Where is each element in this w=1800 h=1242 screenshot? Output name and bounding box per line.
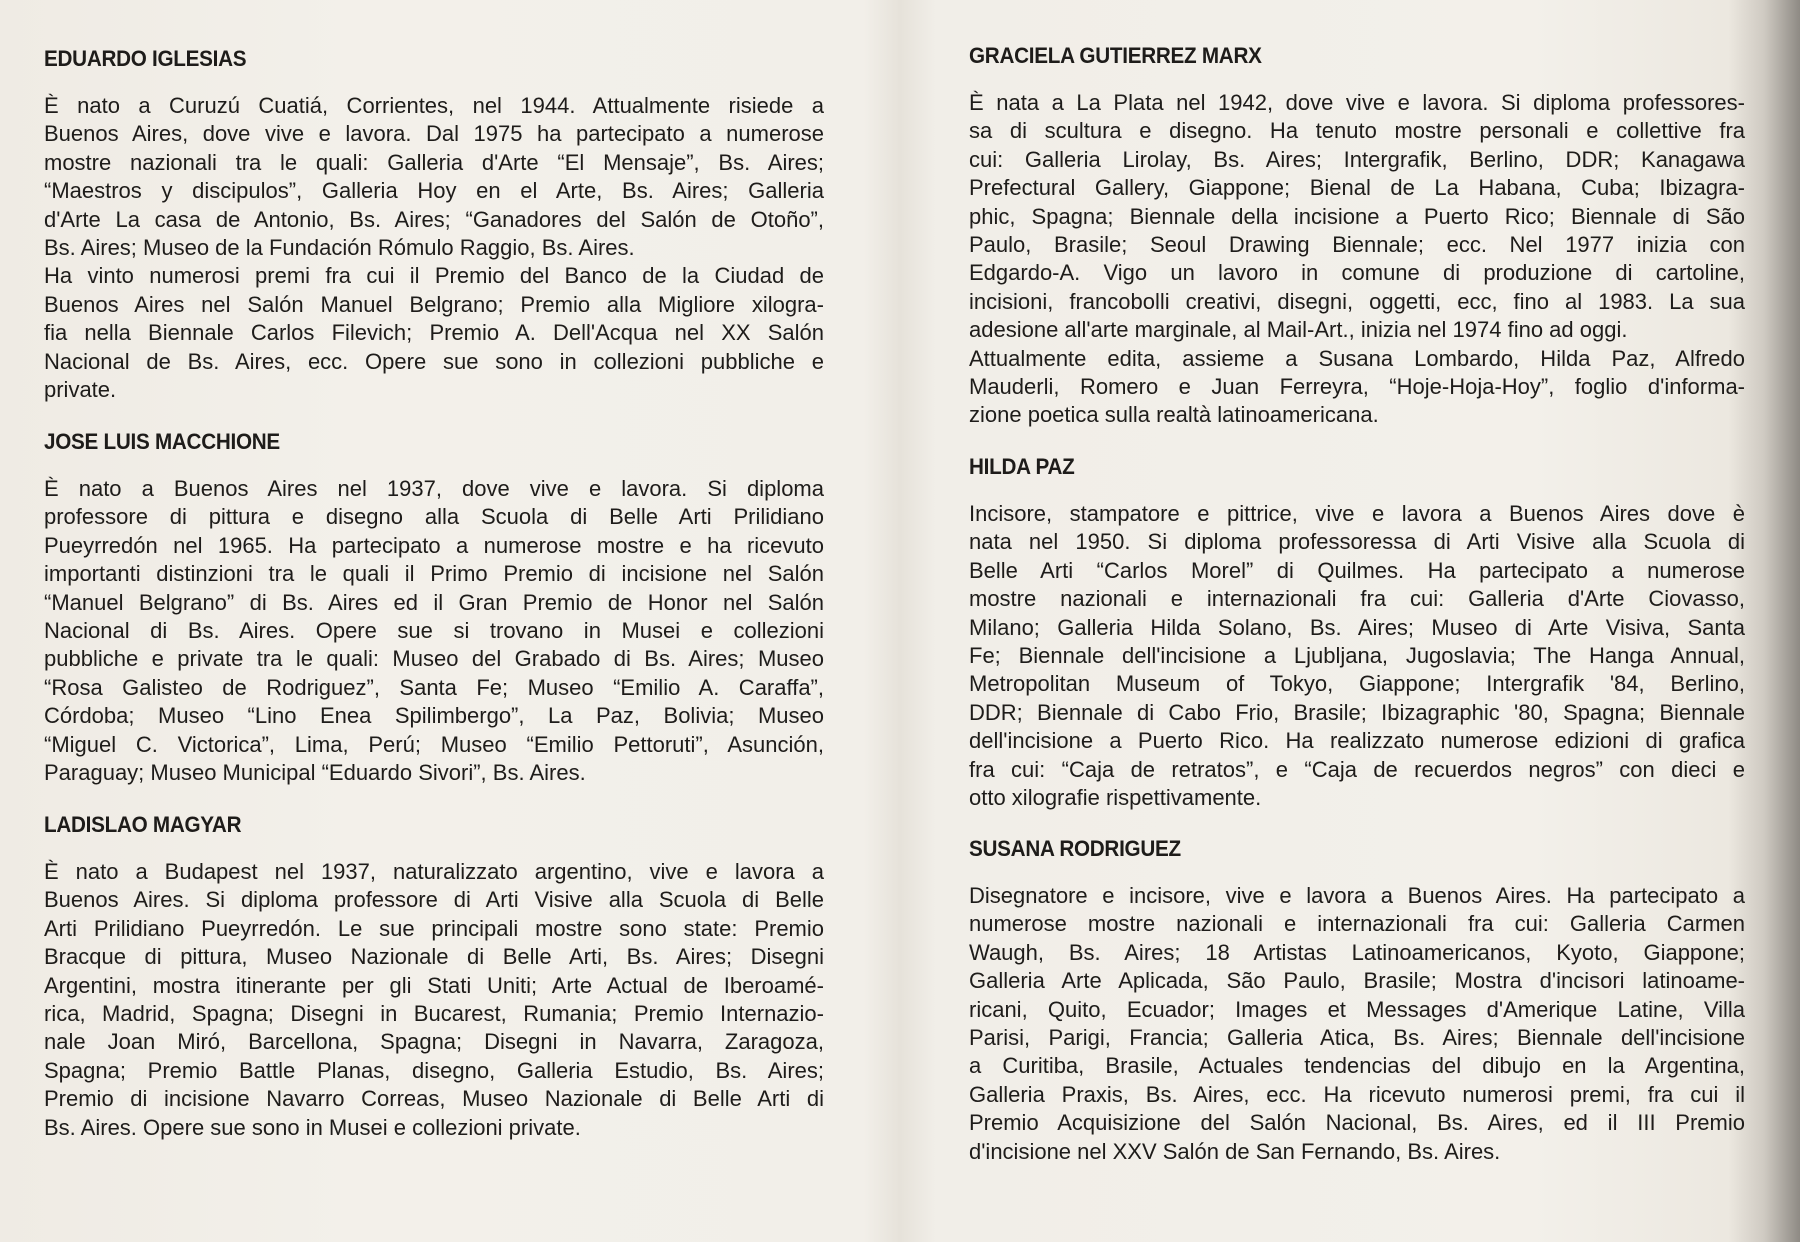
text-line: Incisore, stampatore e pittrice, vive e lavora a Buenos Aires dove è xyxy=(969,501,1745,526)
text-line: Paraguay; Museo Municipal “Eduardo Sivori”, Bs. Aires. xyxy=(44,759,586,785)
text-line: Pueyrredón nel 1965. Ha partecipato a numerose mostre e ha ricevuto xyxy=(44,532,824,558)
bio-jose-luis-macchione xyxy=(44,429,824,787)
text-line: Waugh, Bs. Aires; 18 Artistas Latinoamericanos, Kyoto, Giappone; xyxy=(969,939,1745,965)
text-line: fia nella Biennale Carlos Filevich; Premio A. Dell'Acqua nel XX Salón xyxy=(44,320,824,346)
text-line: È nato a Buenos Aires nel 1937, dove vive e lavora. Si diploma xyxy=(44,476,824,501)
bio-text xyxy=(969,500,1745,812)
text-line: È nato a Budapest nel 1937, naturalizzato argentino, vive e lavora a xyxy=(44,859,824,884)
artist-name: JOSE LUIS MACCHIONE xyxy=(44,429,280,454)
text-line: ricani, Quito, Ecuador; Images et Messages d'Amerique Latine, Villa xyxy=(969,996,1745,1022)
text-line: Buenos Aires. Si diploma professore di Arti Visive alla Scuola di Belle xyxy=(44,887,824,913)
text-line: phic, Spagna; Biennale della incisione a Puerto Rico; Biennale di São xyxy=(969,203,1745,229)
text-line: mostre nazionali tra le quali: Galleria d'Arte “El Mensaje”, Bs. Aires; xyxy=(44,149,824,175)
bio-eduardo-iglesias xyxy=(44,46,824,404)
text-line: Nacional di Bs. Aires. Opere sue si trovano in Musei e collezioni xyxy=(44,617,824,643)
text-line: Argentini, mostra itinerante per gli Stati Uniti; Arte Actual de Iberoamé- xyxy=(44,972,824,998)
bio-hilda-paz xyxy=(969,454,1745,812)
text-line: incisioni, francobolli creativi, disegni, oggetti, ecc, fino al 1983. La sua xyxy=(969,288,1745,314)
text-line: rica, Madrid, Spagna; Disegni in Bucarest, Rumania; Premio Internazio- xyxy=(44,1000,824,1026)
text-line: È nata a La Plata nel 1942, dove vive e lavora. Si diploma professores- xyxy=(969,90,1745,115)
text-line: “Rosa Galisteo de Rodriguez”, Santa Fe; Museo “Emilio A. Caraffa”, xyxy=(44,674,824,700)
text-line: d'Arte La casa de Antonio, Bs. Aires; “Ganadores del Salón de Otoño”, xyxy=(44,206,824,232)
text-line: Metropolitan Museum of Tokyo, Giappone; Intergrafik '84, Berlino, xyxy=(969,671,1745,697)
bio-ladislao-magyar xyxy=(44,812,824,1142)
text-line: Buenos Aires nel Salón Manuel Belgrano; Premio alla Migliore xilogra- xyxy=(44,291,824,317)
text-line: Milano; Galleria Hilda Solano, Bs. Aires; Museo di Arte Visiva, Santa xyxy=(969,614,1745,640)
text-line: Premio di incisione Navarro Correas, Museo Nazionale di Belle Arti di xyxy=(44,1086,824,1112)
text-line: numerose mostre nazionali e internazionali fra cui: Galleria Carmen xyxy=(969,911,1745,937)
artist-name: GRACIELA GUTIERREZ MARX xyxy=(969,43,1262,68)
text-line: “Maestros y discipulos”, Galleria Hoy en el Arte, Bs. Aires; Galleria xyxy=(44,178,824,204)
text-line: private. xyxy=(44,376,117,402)
text-line: dell'incisione a Puerto Rico. Ha realizzato numerose edizioni di grafica xyxy=(969,728,1745,754)
text-line: mostre nazionali e internazionali fra cui: Galleria d'Arte Ciovasso, xyxy=(969,586,1745,612)
text-line: nata nel 1950. Si diploma professoressa di Arti Visive alla Scuola di xyxy=(969,529,1745,555)
text-line: Mauderli, Romero e Juan Ferreyra, “Hoje-Hoja-Hoy”, foglio d'informa- xyxy=(969,373,1745,399)
text-line: DDR; Biennale di Cabo Frio, Brasile; Ibizagraphic '80, Spagna; Biennale xyxy=(969,699,1745,725)
text-line: Belle Arti “Carlos Morel” di Quilmes. Ha partecipato a numerose xyxy=(969,557,1745,583)
bio-text xyxy=(969,89,1745,430)
text-line: otto xilografie rispettivamente. xyxy=(969,784,1262,810)
text-line: Premio Acquisizione del Salón Nacional, Bs. Aires, ed il III Premio xyxy=(969,1110,1745,1136)
artist-name: HILDA PAZ xyxy=(969,454,1075,479)
bio-text xyxy=(969,882,1745,1166)
text-line: Córdoba; Museo “Lino Enea Spilimbergo”, La Paz, Bolivia; Museo xyxy=(44,703,824,729)
text-line: Arti Prilidiano Pueyrredón. Le sue principali mostre sono state: Premio xyxy=(44,915,824,941)
text-line: Paulo, Brasile; Seoul Drawing Biennale; ecc. Nel 1977 inizia con xyxy=(969,231,1745,257)
text-line: Prefectural Gallery, Giappone; Bienal de La Habana, Cuba; Ibizagra- xyxy=(969,175,1745,201)
text-line: fra cui: “Caja de retratos”, e “Caja de recuerdos negros” con dieci e xyxy=(969,756,1745,782)
text-line: a Curitiba, Brasile, Actuales tendencias del dibujo en la Argentina, xyxy=(969,1053,1745,1079)
text-line: Galleria Praxis, Bs. Aires, ecc. Ha ricevuto numerosi premi, fra cui il xyxy=(969,1081,1745,1107)
text-line: Attualmente edita, assieme a Susana Lombardo, Hilda Paz, Alfredo xyxy=(969,345,1745,371)
text-line: Nacional de Bs. Aires, ecc. Opere sue sono in collezioni pubbliche e xyxy=(44,348,824,374)
text-line: Disegnatore e incisore, vive e lavora a Buenos Aires. Ha partecipato a xyxy=(969,883,1745,908)
bio-text xyxy=(44,475,824,787)
text-line: “Miguel C. Victorica”, Lima, Perú; Museo “Emilio Pettoruti”, Asunción, xyxy=(44,731,824,757)
bio-susana-rodriguez xyxy=(969,836,1745,1166)
text-line: adesione all'arte marginale, al Mail-Art., inizia nel 1974 fino ad oggi. xyxy=(969,317,1628,343)
text-line: Parisi, Parigi, Francia; Galleria Atica, Bs. Aires; Biennale dell'incisione xyxy=(969,1024,1745,1050)
text-line: d'incisione nel XXV Salón de San Fernando, Bs. Aires. xyxy=(969,1138,1501,1164)
text-line: Bs. Aires. Opere sue sono in Musei e collezioni private. xyxy=(44,1114,581,1140)
bio-text xyxy=(44,858,824,1142)
text-line: “Manuel Belgrano” di Bs. Aires ed il Gran Premio de Honor nel Salón xyxy=(44,589,824,615)
artist-name: LADISLAO MAGYAR xyxy=(44,812,242,837)
text-line: Bs. Aires; Museo de la Fundación Rómulo Raggio, Bs. Aires. xyxy=(44,234,635,260)
text-line: pubbliche e private tra le quali: Museo del Grabado di Bs. Aires; Museo xyxy=(44,646,824,672)
artist-name: EDUARDO IGLESIAS xyxy=(44,46,247,71)
artist-name: SUSANA RODRIGUEZ xyxy=(969,836,1181,861)
text-line: sa di scultura e disegno. Ha tenuto mostre personali e collettive fra xyxy=(969,118,1745,144)
text-line: Buenos Aires, dove vive e lavora. Dal 1975 ha partecipato a numerose xyxy=(44,121,824,147)
text-line: Ha vinto numerosi premi fra cui il Premio del Banco de la Ciudad de xyxy=(44,263,824,289)
text-line: importanti distinzioni tra le quali il Primo Premio di incisione nel Salón xyxy=(44,561,824,587)
text-line: nale Joan Miró, Barcellona, Spagna; Disegni in Navarra, Zaragoza, xyxy=(44,1029,824,1055)
bio-graciela-gutierrez-marx xyxy=(969,43,1745,430)
text-line: professore di pittura e disegno alla Scuola di Belle Arti Prilidiano xyxy=(44,504,824,530)
text-line: Edgardo-A. Vigo un lavoro in comune di produzione di cartoline, xyxy=(969,260,1745,286)
text-line: Bracque di pittura, Museo Nazionale di Belle Arti, Bs. Aires; Disegni xyxy=(44,944,824,970)
text-line: Galleria Arte Aplicada, São Paulo, Brasile; Mostra d'incisori latinoame- xyxy=(969,968,1745,994)
text-line: zione poetica sulla realtà latinoamericana. xyxy=(969,402,1379,428)
text-line: È nato a Curuzú Cuatiá, Corrientes, nel 1944. Attualmente risiede a xyxy=(44,93,824,118)
text-line: cui: Galleria Lirolay, Bs. Aires; Intergrafik, Berlino, DDR; Kanagawa xyxy=(969,146,1745,172)
bio-text xyxy=(44,92,824,404)
text-line: Spagna; Premio Battle Planas, disegno, Galleria Estudio, Bs. Aires; xyxy=(44,1057,824,1083)
text-line: Fe; Biennale dell'incisione a Ljubljana, Jugoslavia; The Hanga Annual, xyxy=(969,642,1745,668)
